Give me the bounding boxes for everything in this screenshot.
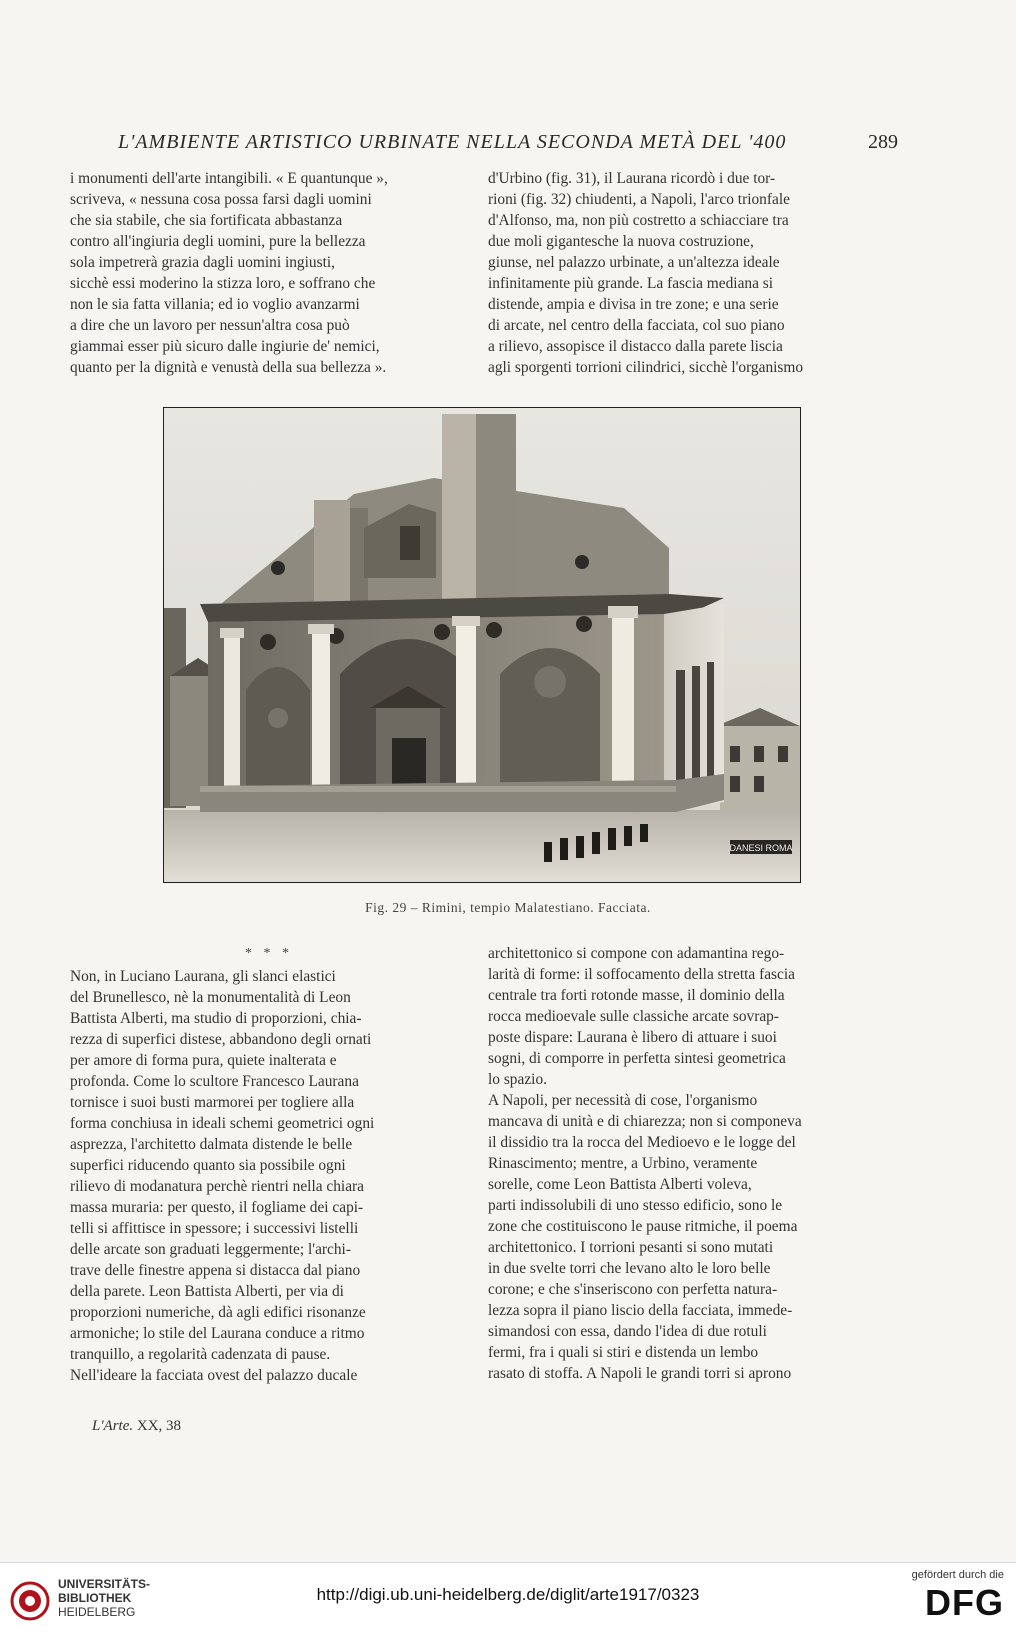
section-asterism: * * * — [245, 946, 293, 961]
text-line: simandosi con essa, dando l'idea di due rotuli — [488, 1323, 767, 1340]
text-line: fermi, fra i quali si stiri e distenda un lembo — [488, 1344, 759, 1361]
text-line: contro all'ingiuria degli uomini, pure la bellezza — [70, 233, 366, 250]
text-line: sorelle, come Leon Battista Alberti voleva, — [488, 1176, 752, 1193]
running-head-title: L'AMBIENTE ARTISTICO URBINATE NELLA SECONDA METÀ DEL '400 — [118, 131, 787, 153]
funder-block[interactable] — [894, 1569, 1004, 1625]
text-line: sicchè essi moderino la stizza loro, e soffrano che — [70, 275, 376, 292]
text-line: d'Alfonso, ma, non più costretto a schiacciare tra — [488, 212, 789, 229]
column-top-left — [70, 168, 468, 378]
text-line: agli sporgenti torrioni cilindrici, sicchè l'organismo — [488, 359, 804, 376]
text-line: lo spazio. — [488, 1071, 547, 1088]
funding-note: gefördert durch die — [911, 1569, 1004, 1581]
text-line: proporzioni numeriche, dà agli edifici risonanze — [70, 1304, 366, 1321]
text-line: a rilievo, assopisce il distacco dalla parete liscia — [488, 338, 783, 355]
text-line: per amore di forma pura, quiete inalterata e — [70, 1052, 337, 1069]
text-line: quanto per la dignità e venustà della sua bellezza ». — [70, 359, 387, 376]
text-line: infinitamente più grande. La fascia mediana si — [488, 275, 774, 292]
text-line: non le sia fatta villania; ed io voglio avanzarmi — [70, 296, 360, 313]
text-line: delle arcate son graduati leggermente; l'archi- — [70, 1241, 351, 1258]
text-line: che sia stabile, che sia fortificata abbastanza — [70, 212, 343, 229]
text-line: i monumenti dell'arte intangibili. « E quantunque », — [70, 170, 388, 187]
text-line: tornisce i suoi busti marmorei per togliere alla — [70, 1094, 355, 1111]
text-line: corone; e che s'inseriscono con perfetta natura- — [488, 1281, 778, 1298]
text-line: Nell'ideare la facciata ovest del palazzo ducale — [70, 1367, 358, 1384]
text-line: architettonico. I torrioni pesanti si sono mutati — [488, 1239, 774, 1256]
text-line: asprezza, l'architetto dalmata distende le belle — [70, 1136, 353, 1153]
text-line: di arcate, nel centro della facciata, col suo piano — [488, 317, 785, 334]
text-line: zone che costituiscono le pause ritmiche, il poema — [488, 1218, 798, 1235]
text-line: Rinascimento; mentre, a Urbino, veramente — [488, 1155, 758, 1172]
text-line: centrale tra forti rotonde masse, il dominio della — [488, 987, 785, 1004]
photo-credit: DANESI ROMA — [729, 843, 793, 853]
text-line: a dire che un lavoro per nessun'altra cosa può — [70, 317, 350, 334]
viewer-footer — [0, 1562, 1016, 1635]
text-line: d'Urbino (fig. 31), il Laurana ricordò i due tor- — [488, 170, 776, 187]
text-line: sogni, di comporre in perfetta sintesi geometrica — [488, 1050, 786, 1067]
text-line: rasato di stoffa. A Napoli le grandi torri si aprono — [488, 1365, 792, 1382]
text-line: rocca medioevale sulle classiche arcate sovrap- — [488, 1008, 779, 1025]
text-line: due moli gigantesche la nuova costruzione, — [488, 233, 754, 250]
text-line: architettonico si compone con adamantina rego- — [488, 945, 785, 962]
text-line: rezza di superfici distese, abbandono degli ornati — [70, 1031, 372, 1048]
text-line: poste dispare: Laurana è libero di attuare i suoi — [488, 1029, 777, 1046]
text-line: del Brunellesco, nè la monumentalità di Leon — [70, 989, 351, 1006]
library-line: UNIVERSITÄTS- — [58, 1577, 151, 1591]
permalink-url[interactable]: http://digi.ub.uni-heidelberg.de/diglit/arte1917/0323 — [316, 1585, 700, 1604]
text-line: telli si affittisce in spessore; i successivi listelli — [70, 1220, 359, 1237]
column-bottom-right — [488, 943, 888, 1384]
signature-journal: L'Arte. — [92, 1418, 134, 1434]
text-line: armoniche; lo stile del Laurana conduce a ritmo — [70, 1325, 365, 1342]
text-line: Non, in Luciano Laurana, gli slanci elastici — [70, 968, 336, 985]
text-line: della parete. Leon Battista Alberti, per via di — [70, 1283, 344, 1300]
text-line: Battista Alberti, ma studio di proporzioni, chia- — [70, 1010, 362, 1027]
library-line: HEIDELBERG — [58, 1605, 136, 1619]
text-line: il dissidio tra la rocca del Medioevo e le logge del — [488, 1134, 796, 1151]
column-bottom-left — [70, 943, 468, 1386]
text-line: A Napoli, per necessità di cose, l'organismo — [488, 1092, 758, 1109]
column-top-right — [488, 168, 888, 378]
text-line: larità di forme: il soffocamento della stretta fascia — [488, 966, 795, 983]
text-line: massa muraria: per questo, il fogliame dei capi- — [70, 1199, 364, 1216]
text-line: forma conchiusa in ideali schemi geometrici ogni — [70, 1115, 375, 1132]
text-line: rilievo di modanatura perchè rientri nella chiara — [70, 1178, 364, 1195]
dfg-logo: DFG — [925, 1582, 1004, 1623]
running-head — [118, 131, 898, 154]
text-line: giammai esser più sicuro dalle ingiurie de' nemici, — [70, 338, 380, 355]
library-line: BIBLIOTHEK — [58, 1591, 132, 1605]
building-illustration — [164, 408, 800, 882]
text-line: lezza sopra il piano liscio della facciata, immede- — [488, 1302, 793, 1319]
page-number: 289 — [868, 131, 898, 153]
text-line: rioni (fig. 32) chiudenti, a Napoli, l'arco trionfale — [488, 191, 790, 208]
text-line: distende, ampia e divisa in tre zone; e una serie — [488, 296, 779, 313]
text-line: mancava di unità e di chiarezza; non si componeva — [488, 1113, 802, 1130]
text-line: profonda. Come lo scultore Francesco Laurana — [70, 1073, 359, 1090]
page-signature — [92, 1418, 181, 1435]
figure-caption: Fig. 29 – Rimini, tempio Malatestiano. Facciata. — [365, 900, 651, 915]
text-line: superfici riducendo quanto sia possibile ogni — [70, 1157, 346, 1174]
text-line: giunse, nel palazzo urbinate, a un'altezza ideale — [488, 254, 780, 271]
text-line: in due svelte torri che levano alto le loro belle — [488, 1260, 771, 1277]
text-line: scriveva, « nessuna cosa possa farsi dagli uomini — [70, 191, 372, 208]
text-line: parti indissolubili di uno stesso edificio, sono le — [488, 1197, 783, 1214]
text-line: sola impetrerà grazia dagli uomini ingiusti, — [70, 254, 335, 271]
figure-photo-tempio-malatestiano — [163, 407, 801, 883]
text-line: tranquillo, a regolarità cadenzata di pause. — [70, 1346, 331, 1363]
signature-volume: XX, 38 — [136, 1418, 182, 1434]
text-line: trave delle finestre appena si distacca dal piano — [70, 1262, 361, 1279]
